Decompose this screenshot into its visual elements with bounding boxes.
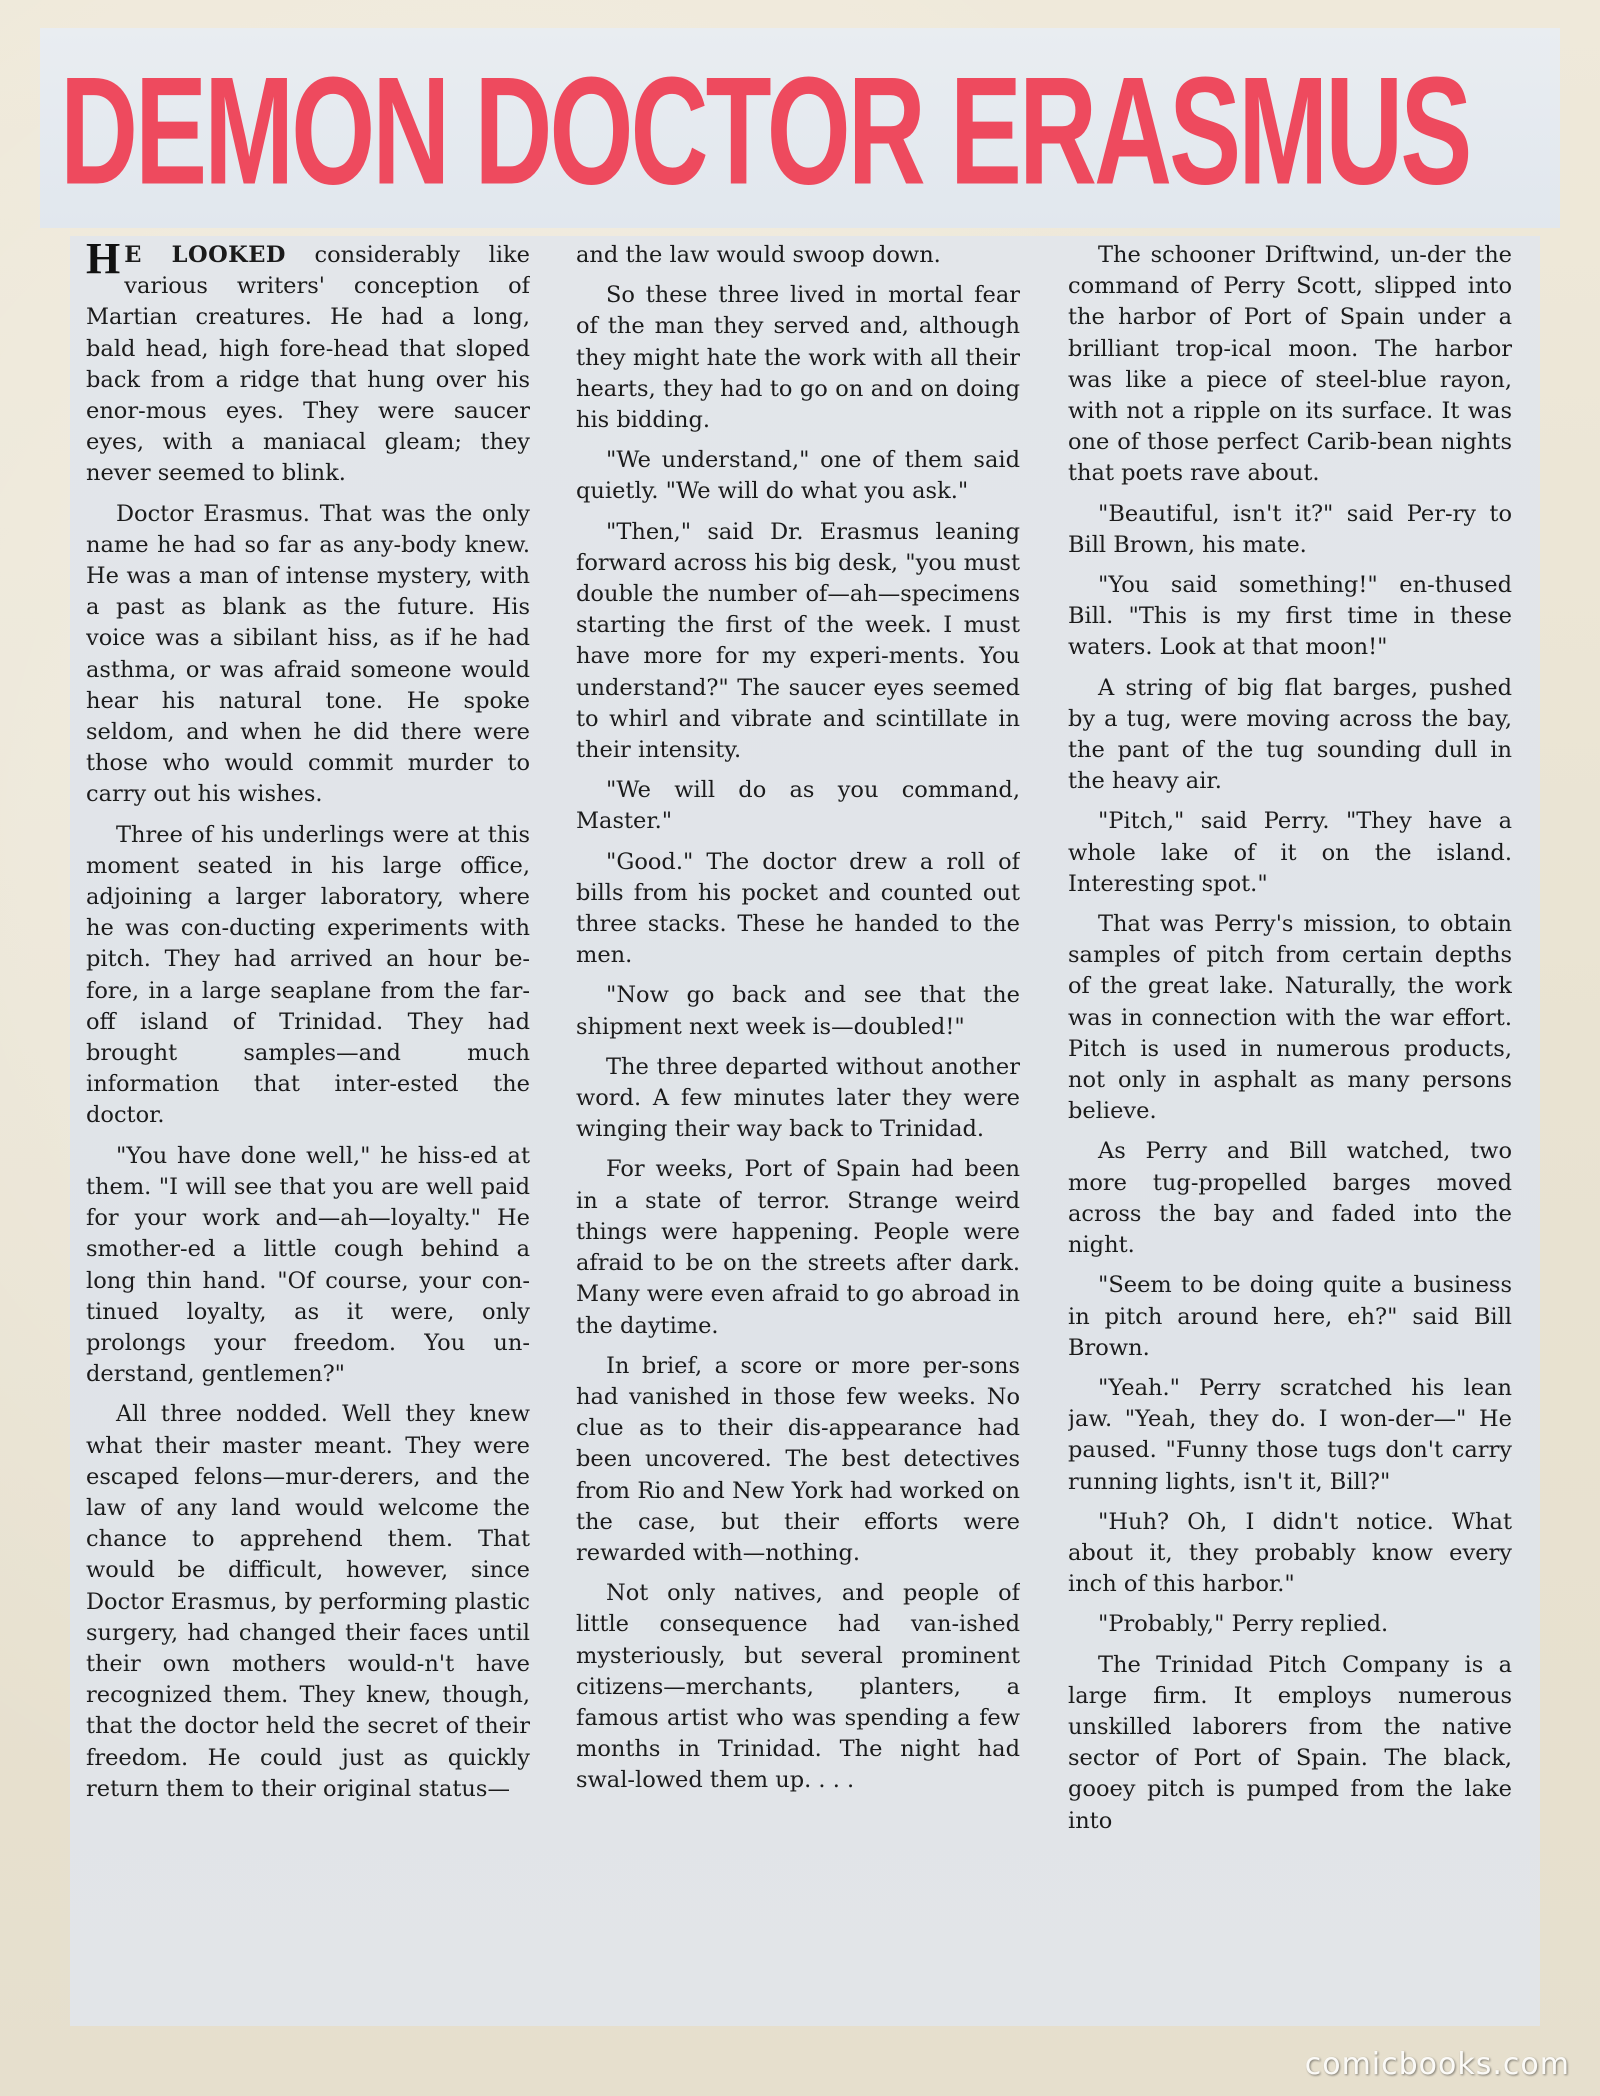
text-column-1 bbox=[86, 240, 530, 2020]
paragraph: "Yeah." Perry scratched his lean jaw. "Yeah, they do. I won-der—" He paused. "Funny those tugs don't carry running lights, isn't it, Bill?" bbox=[1068, 1374, 1512, 1495]
paragraph: "Good." The doctor drew a roll of bills from his pocket and counted out three stacks. These he handed to the men. bbox=[576, 848, 1020, 969]
paragraph: A string of big flat barges, pushed by a tug, were moving across the bay, the pant of the tug sounding dull in the heavy air. bbox=[1068, 674, 1512, 795]
text-column-2 bbox=[576, 240, 1020, 2020]
paragraph: So these three lived in mortal fear of the man they served and, although they might hate the work with all their hearts, they had to go on and on doing his bidding. bbox=[576, 282, 1020, 434]
paragraph: The three departed without another word. A few minutes later they were winging their way back to Trinidad. bbox=[576, 1053, 1020, 1143]
paragraph: As Perry and Bill watched, two more tug-propelled barges moved across the bay and faded into the night. bbox=[1068, 1138, 1512, 1259]
paragraph: and the law would swoop down. bbox=[576, 242, 941, 268]
paragraph-1 bbox=[86, 240, 530, 490]
paragraph: "You have done well," he hiss-ed at them. "I will see that you are well paid for your work and—ah—loyalty." He smother-ed a little cough behind a long thin hand. "Of course, your con-tinued loyalty, as it were, only prolongs your freedom. You un-derstand, gentlemen?" bbox=[86, 1142, 530, 1388]
paragraph: For weeks, Port of Spain had been in a state of terror. Strange weird things were happening. People were afraid to be on the streets after dark. Many were even afraid to go abroad in the daytime. bbox=[576, 1156, 1020, 1339]
paragraph: That was Perry's mission, to obtain samples of pitch from certain depths of the great lake. Naturally, the work was in connection with the war effort. Pitch is used in numerous products, not only in asphalt as many persons believe. bbox=[1068, 911, 1512, 1125]
paragraph: "Seem to be doing quite a business in pitch around here, eh?" said Bill Brown. bbox=[1068, 1272, 1512, 1361]
paragraph: "We will do as you command, Master." bbox=[576, 777, 1020, 835]
paragraph: All three nodded. Well they knew what their master meant. They were escaped felons—mur-derers, and the law of any land would welcome the chance to apprehend them. That would be difficult, however, since Doctor Erasmus, by performing plastic surgery, had changed their faces until their own mothers would-n't have recognized them. They knew, though, that the doctor held the secret of their freedom. He could just as quickly return them to their original status— bbox=[86, 1401, 530, 1802]
paragraph: "Now go back and see that the shipment next week is—doubled!" bbox=[576, 982, 1020, 1040]
paragraph: The schooner Driftwind, un-der the command of Perry Scott, slipped into the harbor of Port of Spain under a brilliant trop-ical moon. The harbor was like a piece of steel-blue rayon, with not a ripple on its surface. It was one of those perfect Carib-bean nights that poets rave about. bbox=[1068, 242, 1512, 487]
drop-cap: H bbox=[86, 240, 121, 283]
paragraph: Three of his underlings were at this moment seated in his large office, adjoining a larger laboratory, where he was con-ducting experiments with pitch. They had arrived an hour be-fore, in a large seaplane from the far-off island of Trinidad. They had brought samples—and much information that inter-ested the doctor. bbox=[86, 821, 530, 1129]
paragraph: "Beautiful, isn't it?" said Per-ry to Bill Brown, his mate. bbox=[1068, 500, 1512, 558]
watermark-credit: comicbooks.com bbox=[1304, 2047, 1570, 2082]
paragraph: "Then," said Dr. Erasmus leaning forward across his big desk, "you must double the number of—ah—specimens starting the first of the week. I must have more for my experi-ments. You understand?" The saucer eyes seemed to whirl and vibrate and scintillate in their intensity. bbox=[576, 518, 1020, 764]
paragraph: "You said something!" en-thused Bill. "This is my first time in these waters. Look at that moon!" bbox=[1068, 572, 1512, 661]
paragraph: "Huh? Oh, I didn't notice. What about it, they probably know every inch of this harbor." bbox=[1068, 1508, 1512, 1598]
paragraph: Not only natives, and people of little consequence had van-ished mysteriously, but several prominent citizens—merchants, planters, a famous artist who was spending a few months in Trinidad. The night had swal-lowed them up. . . . bbox=[576, 1580, 1020, 1794]
paragraph: In brief, a score or more per-sons had vanished in those few weeks. No clue as to their dis-appearance had been uncovered. The best detectives from Rio and New York had worked on the case, but their efforts were rewarded with—nothing. bbox=[576, 1352, 1020, 1566]
paragraph-text: considerably like various writers' conception of Martian creatures. He had a long, bald head, high fore-head that sloped back from a ridge that hung over his enor-mous eyes. They were saucer eyes, with a maniacal gleam; they never seemed to blink. bbox=[86, 242, 530, 487]
paragraph: Doctor Erasmus. That was the only name he had so far as any-body knew. He was a man of intense mystery, with a past as blank as the future. His voice was a sibilant hiss, as if he had asthma, or was afraid someone would hear his natural tone. He spoke seldom, and when he did there were those who would commit murder to carry out his wishes. bbox=[86, 500, 530, 808]
paragraph: "Pitch," said Perry. "They have a whole lake of it on the island. Interesting spot." bbox=[1068, 808, 1512, 897]
text-column-3 bbox=[1068, 240, 1512, 2020]
lead-in: E LOOKED bbox=[124, 242, 286, 268]
story-title: DEMON DOCTOR ERASMUS bbox=[60, 44, 1470, 217]
paragraph: "We understand," one of them said quietly. "We will do what you ask." bbox=[576, 447, 1020, 505]
paragraph: The Trinidad Pitch Company is a large firm. It employs numerous unskilled laborers from the native sector of Port of Spain. The black, gooey pitch is pumped from the lake into bbox=[1068, 1651, 1512, 1834]
paragraph: "Probably," Perry replied. bbox=[1098, 1611, 1389, 1638]
